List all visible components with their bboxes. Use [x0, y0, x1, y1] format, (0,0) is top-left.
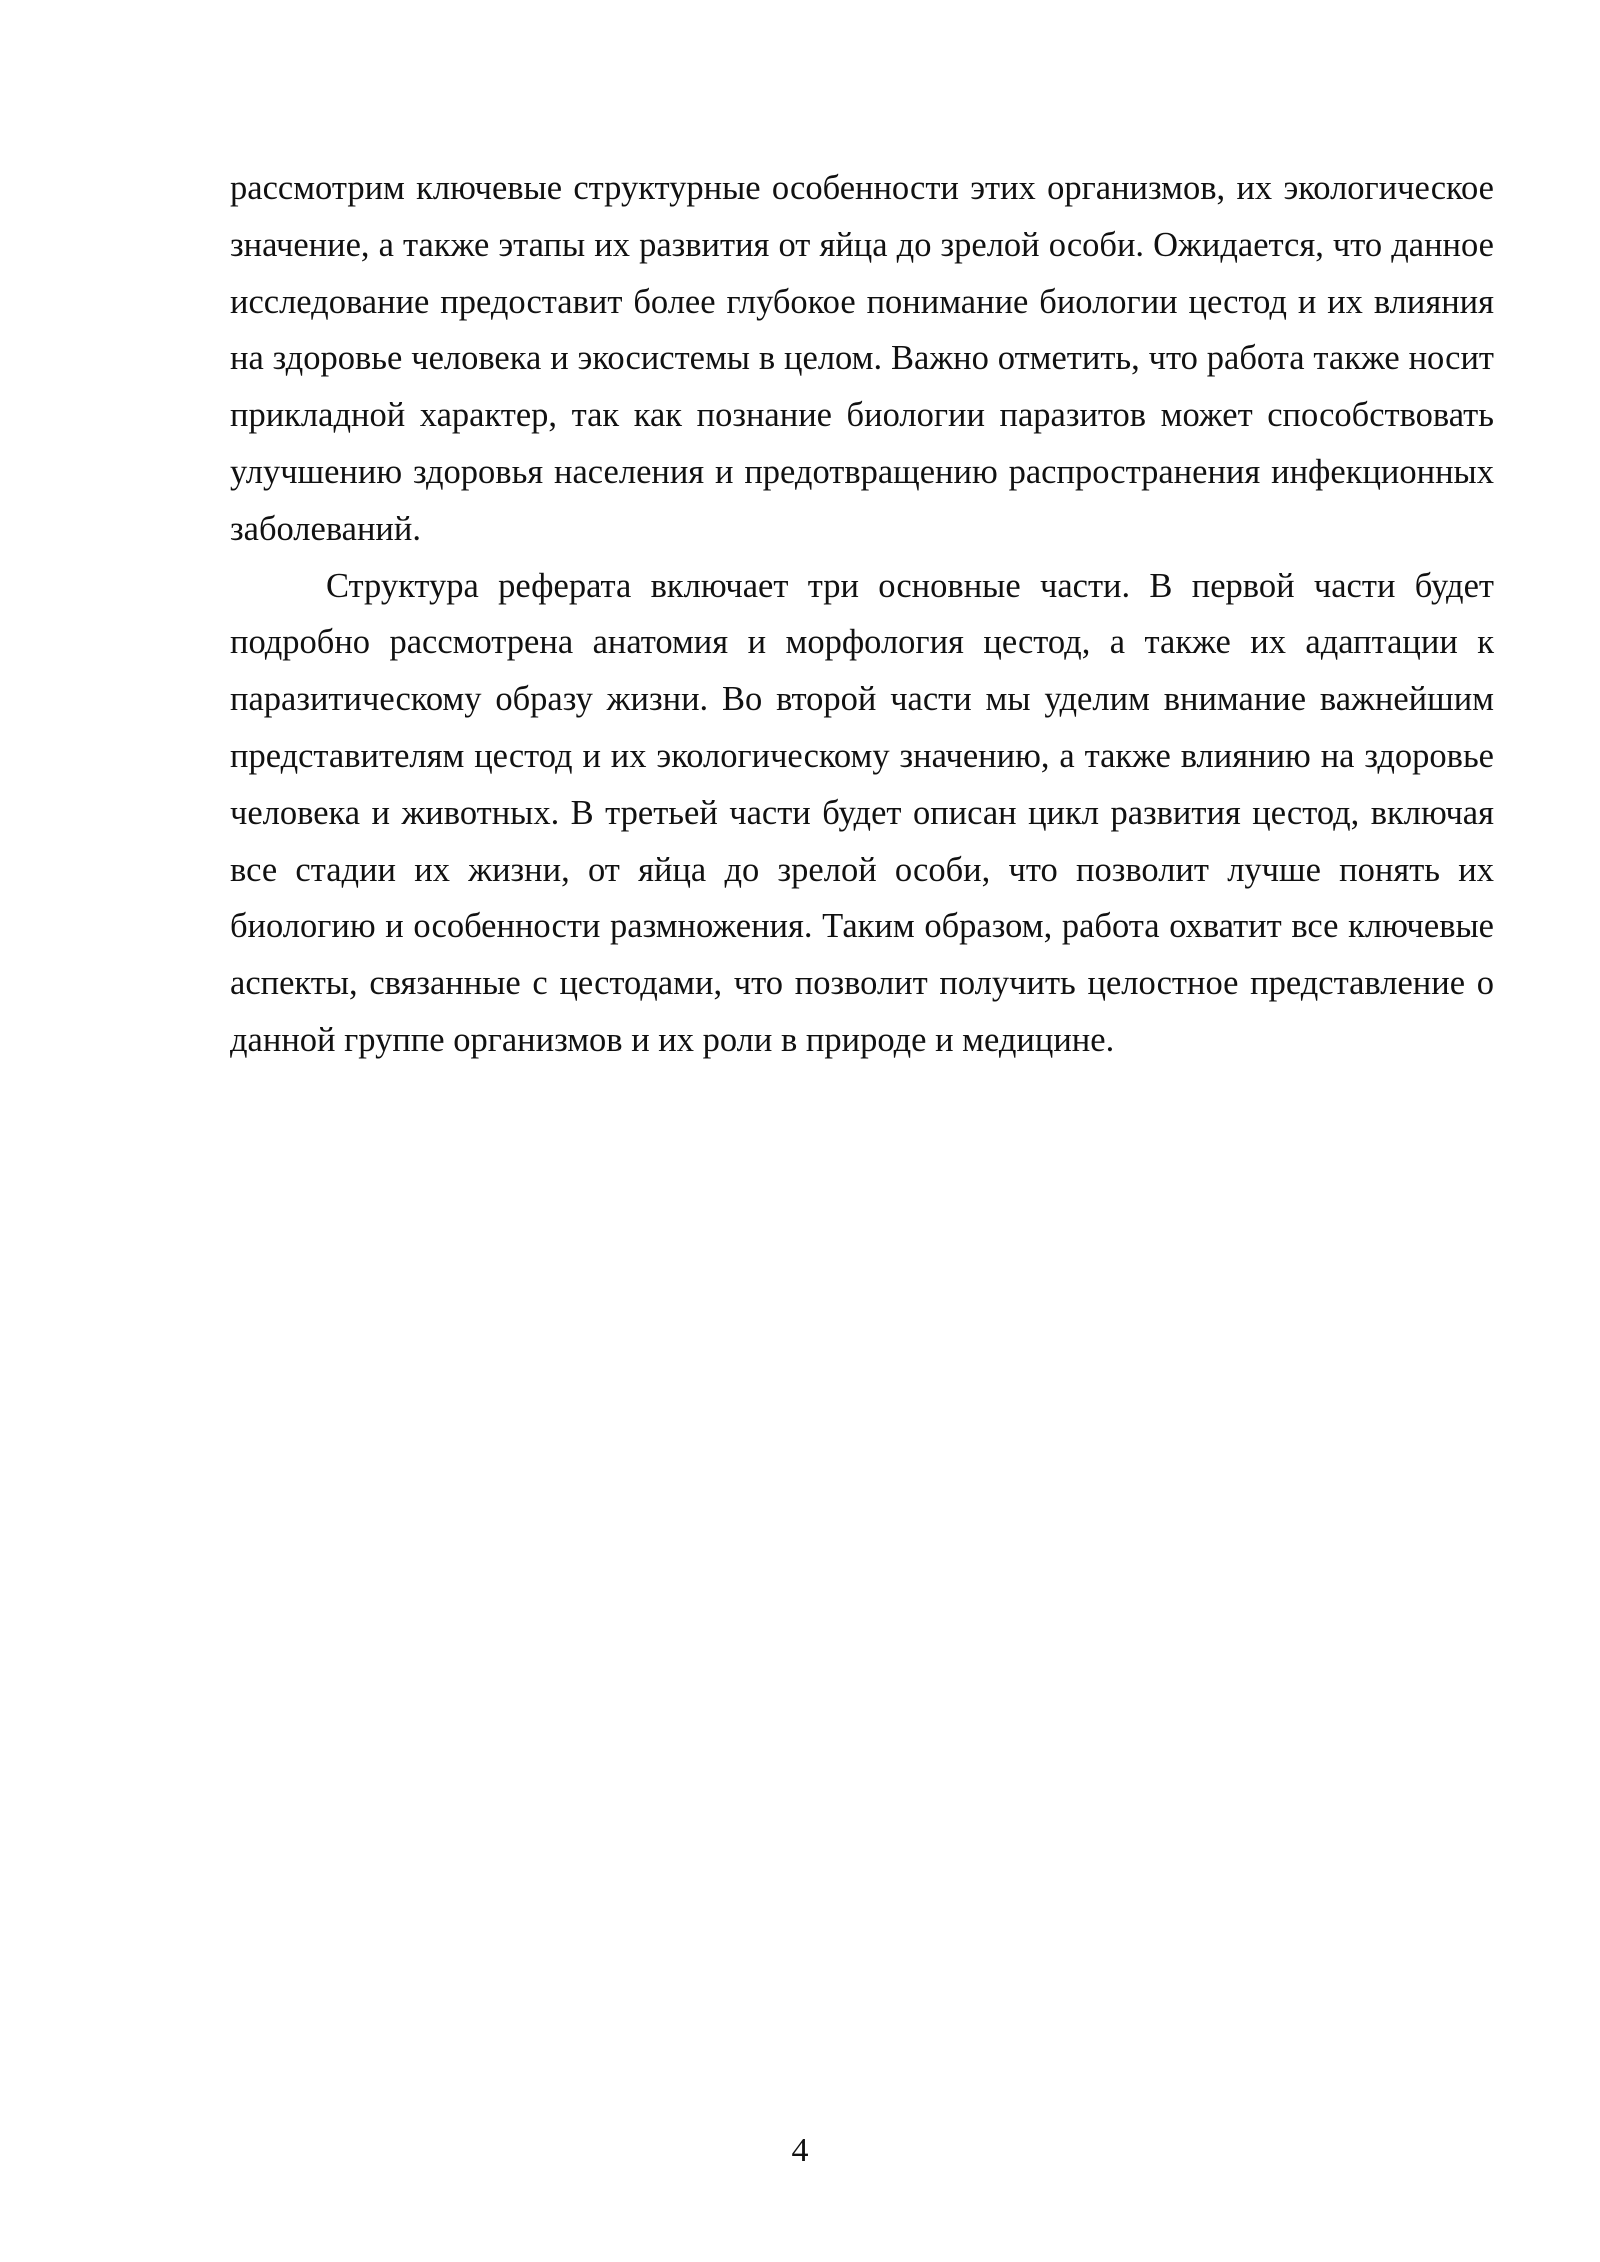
paragraph-structure: Структура реферата включает три основные части. В первой части будет подробно рассмотрена анатомия и морфология цестод, а также их адаптации к паразитическому образу жизни. Во второй части мы уделим внимание важнейшим представителям цестод и их экологическому значению, а также влиянию на здоровье человека и животных. В третьей части будет описан цикл развития цестод, включая все стадии их жизни, от яйца до зрелой особи, что позволит лучше понять их биологию и особенности размножения. Таким образом, работа охватит все ключевые аспекты, связанные с цестодами, что позволит получить целостное представление о данной группе организмов и их роли в природе и медицине. [230, 566, 1494, 1059]
paragraph-continued: рассмотрим ключевые структурные особенности этих организмов, их экологическое значение, а также этапы их развития от яйца до зрелой особи. Ожидается, что данное исследование предоставит более глубокое понимание биологии цестод и их влияния на здоровье человека и экосистемы в целом. Важно отметить, что работа также носит прикладной характер, так как познание биологии паразитов может способствовать улучшению здоровья населения и предотвращению распространения инфекционных заболеваний. [230, 169, 1494, 548]
page-number: 4 [791, 2132, 809, 2169]
body-text [230, 160, 1494, 1069]
